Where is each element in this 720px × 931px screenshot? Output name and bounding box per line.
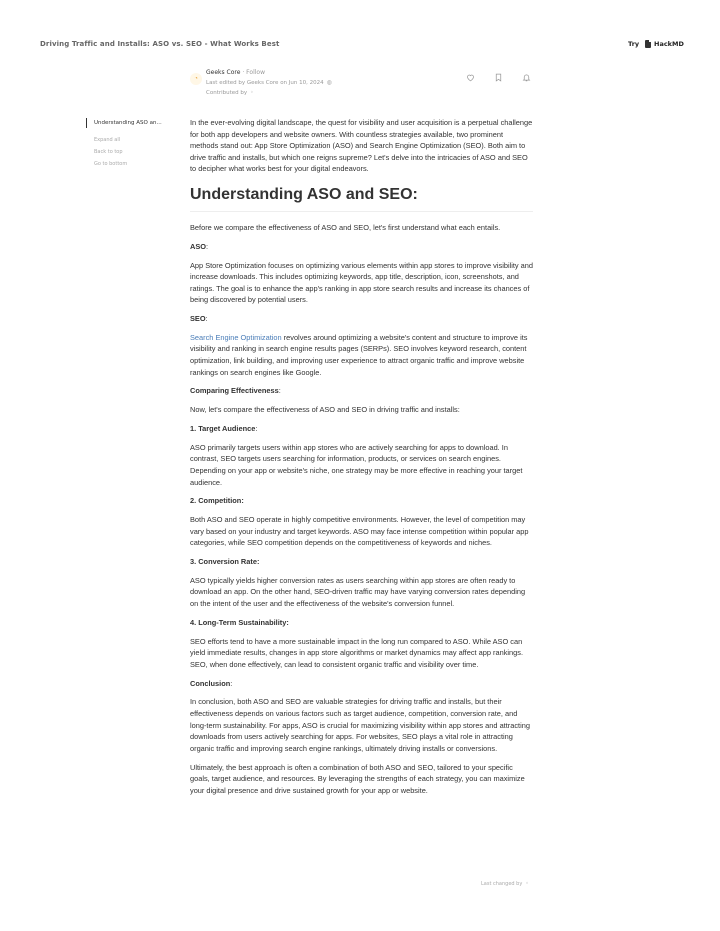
last-edited-text: Last edited by Geeks Core on Jun 10, 2024 <box>206 79 324 86</box>
s2-label: 2. Competition: <box>190 496 244 506</box>
changer-avatar-icon[interactable]: ◦ <box>525 880 529 887</box>
final-paragraph: Ultimately, the best approach is often a combination of both ASO and SEO, tailored to your specific goals, target audience, and resources. By leveraging the strengths of each strategy, you can maximize your digital presence and drive sustained growth for your app or website. <box>190 762 525 795</box>
hackmd-label: HackMD <box>654 40 684 48</box>
last-changed-text: Last changed by <box>481 880 523 887</box>
follow-link[interactable]: · Follow <box>242 69 265 76</box>
seo-link[interactable]: Search Engine Optimization <box>190 332 282 342</box>
s4-paragraph: SEO efforts tend to have a more sustainable impact in the long run compared to ASO. While ASO can yield immediate results, changes in app store algorithms or market dynamics may affect app rankings. SEO, when done effectively, can lead to consistent organic traffic and visibility over time. <box>190 636 524 669</box>
toc-expand-all[interactable]: Expand all <box>94 137 121 143</box>
like-button[interactable] <box>465 72 475 82</box>
s2-label-paragraph <box>190 495 533 507</box>
bell-icon <box>522 73 531 82</box>
avatar[interactable]: ◔ <box>190 73 202 85</box>
bookmark-button[interactable] <box>493 72 503 82</box>
s4-label: 4. Long-Term Sustainability: <box>190 617 289 627</box>
document-title: Driving Traffic and Installs: ASO vs. SEO - What Works Best <box>40 40 280 48</box>
aso-label-paragraph: ASO: <box>190 241 209 251</box>
toc-item-understanding[interactable]: Understanding ASO an... <box>86 118 176 128</box>
hackmd-logo-icon <box>645 40 651 48</box>
conclusion-label: Conclusion <box>190 678 231 688</box>
contributed-by-text: Contributed by <box>206 89 248 96</box>
last-changed <box>481 880 529 887</box>
s3-label-paragraph <box>190 556 533 568</box>
intro-paragraph: In the ever-evolving digital landscape, the quest for visibility and user acquisition is a perpetual challenge for both app developers and website owners. With countless strategies available, two prominent methods stand out: App Store Optimization (ASO) and Search Engine Optimization (SEO). Both aim to drive traffic and installs, but which one reigns supreme? Let's delve into the intricacies of ASO and SEO to decipher what works best for your digital endeavors. <box>190 118 533 174</box>
s4-label-paragraph <box>190 617 533 629</box>
toc-back-to-top[interactable]: Back to top <box>94 149 123 155</box>
conclusion-label-paragraph: Conclusion: <box>190 678 233 688</box>
article-content <box>190 117 533 804</box>
doc-actions <box>465 72 531 82</box>
hackmd-link[interactable] <box>645 40 684 48</box>
contributed-by <box>206 89 254 96</box>
last-edited <box>206 79 332 86</box>
comparing-label-paragraph: Comparing Effectiveness: <box>190 386 281 396</box>
author-line <box>206 69 265 76</box>
seo-paragraph <box>190 332 533 378</box>
s3-label: 3. Conversion Rate: <box>190 557 260 567</box>
s1-paragraph: ASO primarily targets users within app stores who are actively searching for apps to download. In contrast, SEO targets users searching for information, products, or services on search engines. Depending on your app or website's niche, one strategy may be more effective in reaching your target audience. <box>190 442 523 487</box>
seo-text: revolves around optimizing a website's content and structure to improve its visibility and ranking in search engine results pages (SERPs). SEO involves keyword research, content optimization, link building, and improving user experience to attract organic traffic and improve website rankings on search engines like Google. <box>190 332 528 377</box>
bookmark-icon <box>494 73 503 82</box>
s1-label: 1. Target Audience <box>190 424 256 433</box>
s1-label-paragraph: 1. Target Audience: <box>190 424 258 433</box>
seo-label: SEO <box>190 314 206 324</box>
try-link[interactable]: Try <box>628 40 640 48</box>
conclusion-paragraph: In conclusion, both ASO and SEO are valuable strategies for driving traffic and installs, but their effectiveness depends on various factors such as target audience, competition, conversion rate, and long-term sustainability. For apps, ASO is crucial for maximizing visibility within app stores and attracting downloads from users actively searching for apps. For websites, SEO plays a vital role in attracting organic traffic and improving search engine rankings, ultimately driving installs or conversions. <box>190 697 530 753</box>
heart-icon <box>466 73 475 82</box>
top-bar <box>0 0 720 60</box>
s2-paragraph: Both ASO and SEO operate in highly competitive environments. However, the level of competition may vary based on your industry and target keywords. ASO may face intense competition within popular app categories, while SEO competition depends on the competitiveness of keywords and niches. <box>190 515 529 548</box>
globe-icon: ◍ <box>326 79 332 86</box>
notify-button[interactable] <box>521 72 531 82</box>
comparing-paragraph: Now, let's compare the effectiveness of ASO and SEO in driving traffic and installs: <box>190 405 460 415</box>
before-paragraph: Before we compare the effectiveness of ASO and SEO, let's first understand what each entails. <box>190 222 501 232</box>
comparing-label: Comparing Effectiveness <box>190 386 279 396</box>
author-name[interactable]: Geeks Core <box>206 69 241 76</box>
contributor-avatar-icon[interactable]: ◦ <box>250 89 254 96</box>
aso-label: ASO <box>190 241 207 251</box>
section-heading: Understanding ASO and SEO: <box>190 185 533 212</box>
s3-paragraph: ASO typically yields higher conversion rates as users searching within app stores are often ready to download an app. On the other hand, SEO-driven traffic may have varying conversion rates depending on the intent of the user and the effectiveness of the website's conversion funnel. <box>190 575 526 609</box>
table-of-contents <box>86 118 176 167</box>
toc-go-to-bottom[interactable]: Go to bottom <box>94 161 128 167</box>
aso-paragraph: App Store Optimization focuses on optimizing various elements within app stores to improve visibility and increase downloads. This includes optimizing keywords, app title, description, icon, screenshots, and ratings. The goal is to enhance the app's ranking in app store search results and increase its chances of being discovered by potential users. <box>190 260 534 305</box>
seo-label-paragraph: SEO: <box>190 314 208 324</box>
